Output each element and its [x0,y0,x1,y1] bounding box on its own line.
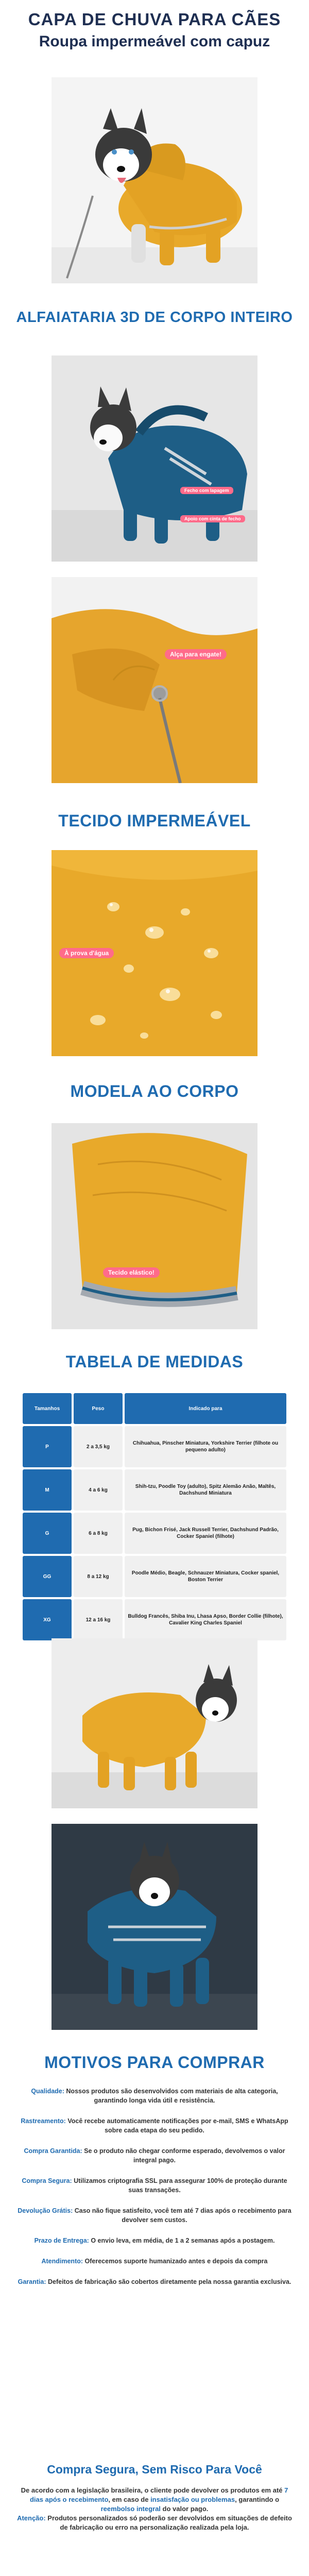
motives-list [0,2087,309,2298]
guarantee-text: De acordo com a legislação brasileira, o cliente pode devolver os produtos em até 7 dias após o recebimento, em caso de insatisfação ou problemas, garantindo o reembolso integral do valor pago. Atenção: Produtos personalizados só poderão ser devolvidos em situações de defeito de fabricação ou erro na personalização realizada pela loja. [17,2486,292,2531]
size-cell: P [23,1426,72,1467]
product-photo-yellow [52,77,258,283]
size-cell: XG [23,1599,72,1640]
section-title-sizes: TABELA DE MEDIDAS [65,1352,244,1371]
size-cell: G [23,1513,72,1554]
table-row [23,1513,286,1554]
weight-col-header: Peso [74,1393,123,1424]
list-item: Compra Garantida: Se o produto não chegar conforme esperado, devolvemos o valor integral pago. [24,2147,285,2164]
weight-cell: 8 a 12 kg [74,1556,123,1597]
section-title-motives: MOTIVOS PARA COMPRAR [44,2053,265,2072]
table-row [23,1599,286,1640]
size-cell: GG [23,1556,72,1597]
list-item: Rastreamento: Você recebe automaticamente notificações por e-mail, SMS e WhatsApp sobre cada etapa do seu pedido. [21,2117,288,2134]
tag-harness-loop: Alça para engate! [165,649,227,659]
tag-elastic: Tecido elástico! [103,1267,160,1278]
tag-front-support: Apoio com cinta de fecho [180,515,245,522]
tag-side-closure: Fecho com lapagem [180,487,233,494]
list-item: Atendimento: Oferecemos suporte humanizado antes e depois da compra [41,2258,268,2265]
list-item: Garantia: Defeitos de fabricação são cobertos diretamente pela nossa garantia exclusiva. [18,2278,291,2285]
page-subtitle: Roupa impermeável com capuz [39,33,270,50]
list-item: Qualidade: Nossos produtos são desenvolvidos com materiais de alta categoria, garantindo longa vida útil e resistência. [31,2088,278,2104]
husky-blue-standing-illustration [52,1824,258,2030]
husky-blue-illustration [52,355,258,562]
husky-yellow-illustration [52,77,258,283]
breeds-cell: Shih-tzu, Poodle Toy (adulto), Spitz Alemão Anão, Maltês, Dachshund Miniatura [125,1469,286,1511]
breeds-cell: Bulldog Francês, Shiba Inu, Lhasa Apso, Border Collie (filhote), Cavalier King Charles Spaniel [125,1599,286,1640]
breeds-cell: Poodle Médio, Beagle, Schnauzer Miniatura, Cocker spaniel, Boston Terrier [125,1556,286,1597]
list-item: Devolução Grátis: Caso não fique satisfeito, você tem até 7 dias após o recebimento para devolver sem custos. [18,2207,291,2224]
size-table-wrapper [0,1391,309,1642]
breeds-cell: Chihuahua, Pinscher Miniatura, Yorkshire Terrier (filhote ou pequeno adulto) [125,1426,286,1467]
section-title-waterproof: TECIDO IMPERMEÁVEL [58,811,251,830]
detail-photo-elastic [52,1123,258,1329]
guarantee-title: Compra Segura, Sem Risco Para Você [47,2463,262,2476]
table-row [23,1426,286,1467]
size-col-header: Tamanhos [23,1393,72,1424]
weight-cell: 2 a 3,5 kg [74,1426,123,1467]
harness-detail-illustration [52,577,258,783]
page-title: CAPA DE CHUVA PARA CÃES [28,10,281,29]
weight-cell: 4 a 6 kg [74,1469,123,1511]
tag-waterproof: À prova d'água [59,948,114,958]
page-header [0,0,309,52]
husky-yellow-standing-illustration [52,1638,258,1808]
breeds-cell: Pug, Bichon Frisé, Jack Russell Terrier, Dachshund Padrão, Cocker Spaniel (filhote) [125,1513,286,1554]
list-item: Compra Segura: Utilizamos criptografia SSL para assegurar 100% de proteção durante suas transações. [22,2177,287,2194]
table-row [23,1469,286,1511]
size-cell: M [23,1469,72,1511]
detail-photo-harness [52,577,258,783]
elastic-fabric-illustration [52,1123,258,1329]
list-item: Prazo de Entrega: O envio leva, em média, de 1 a 2 semanas após a postagem. [34,2237,275,2244]
breeds-col-header: Indicado para [125,1393,286,1424]
guarantee-section [0,2463,309,2532]
section-title-tailoring: ALFAIATARIA 3D DE CORPO INTEIRO [16,309,293,326]
product-photo-blue-standing [52,1824,258,2030]
product-photo-yellow-standing [52,1638,258,1808]
weight-cell: 12 a 16 kg [74,1599,123,1640]
size-table [21,1391,288,1642]
detail-photo-waterproof [52,850,258,1056]
weight-cell: 6 a 8 kg [74,1513,123,1554]
table-row [23,1556,286,1597]
product-photo-blue [52,355,258,562]
section-title-fit: MODELA AO CORPO [70,1082,239,1100]
